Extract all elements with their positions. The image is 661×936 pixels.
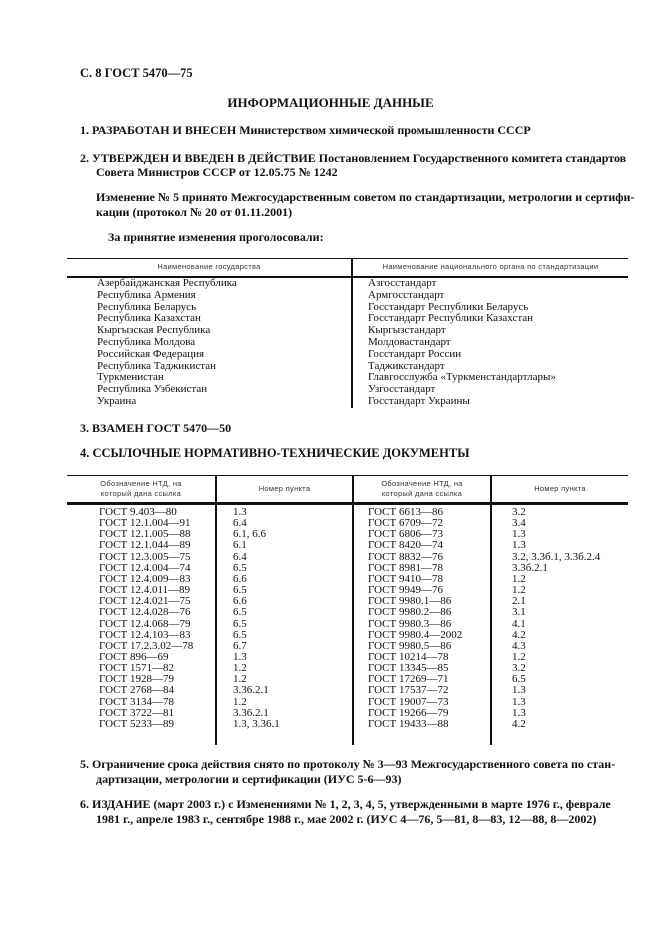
table-row bbox=[67, 349, 628, 361]
voted-label: За принятие изменения проголосовали: bbox=[108, 230, 324, 244]
doc-designation: ГОСТ 3134—78 bbox=[99, 695, 174, 708]
ref-col-doc-2: Обозначение НТД, на который дана ссылка bbox=[381, 479, 463, 498]
doc-designation: ГОСТ 8981—78 bbox=[368, 561, 443, 574]
item-5: 5. Ограничение срока действия снято по протоколу № 3—93 Межгосударственного совета по стан- bbox=[80, 757, 616, 771]
doc-designation: ГОСТ 9.403—80 bbox=[99, 506, 177, 518]
clause-number: 3.36.2.1 bbox=[233, 706, 269, 719]
change-note-line1: Изменение № 5 принято Межгосударственным советом по стандартизации, метрологии и сертифи- bbox=[96, 190, 635, 204]
doc-designation: ГОСТ 2768—84 bbox=[99, 684, 174, 697]
clause-number: 1.3 bbox=[512, 539, 526, 552]
clause-number: 2.1 bbox=[512, 595, 526, 608]
state-name: Республика Казахстан bbox=[97, 312, 201, 325]
doc-designation: ГОСТ 8832—76 bbox=[368, 550, 443, 563]
clause-number: 6.5 bbox=[233, 617, 247, 630]
vote-col-body: Наименование национального органа по стандартизации bbox=[382, 262, 599, 271]
item-6: 6. ИЗДАНИЕ (март 2003 г.) с Изменениями № 1, 2, 3, 4, 5, утвержденными в марте 1976 г., феврале bbox=[80, 797, 611, 811]
clause-number: 6.5 bbox=[233, 584, 247, 597]
clause-number: 6.4 bbox=[233, 517, 247, 530]
page-header: С. 8 ГОСТ 5470—75 bbox=[80, 66, 193, 80]
item-2: 2. УТВЕРЖДЕН И ВВЕДЕН В ДЕЙСТВИЕ Постановлением Государственного комитета стандартов bbox=[80, 151, 627, 165]
clause-number: 4.1 bbox=[512, 617, 526, 630]
ref-col-doc-1: Обозначение НТД, на который дана ссылка bbox=[100, 479, 182, 498]
doc-designation: ГОСТ 6613—86 bbox=[368, 506, 443, 518]
table-row bbox=[67, 396, 628, 408]
standards-body: Госстандарт Республики Казахстан bbox=[368, 312, 534, 325]
standards-body: Азгосстандарт bbox=[368, 277, 437, 289]
standards-body: Молдовастандарт bbox=[368, 336, 451, 348]
item-2-line2: Совета Министров СССР от 12.05.75 № 1242 bbox=[96, 165, 338, 179]
standards-body: Кыргызстандарт bbox=[368, 324, 446, 337]
clause-number: 6.6 bbox=[233, 572, 247, 585]
clause-number: 1.3 bbox=[233, 650, 247, 663]
clause-number: 3.2, 3.3б.1, 3.3б.2.4 bbox=[512, 550, 601, 563]
clause-number: 1.2 bbox=[233, 695, 247, 708]
clause-number: 6.5 bbox=[233, 628, 247, 641]
doc-designation: ГОСТ 12.4.068—79 bbox=[99, 617, 191, 630]
doc-designation: ГОСТ 19433—88 bbox=[368, 717, 449, 730]
standards-body: Госстандарт Республики Беларусь bbox=[368, 300, 529, 313]
clause-number: 3.1 bbox=[512, 606, 526, 619]
doc-designation: ГОСТ 17269—71 bbox=[368, 673, 449, 686]
clause-number: 3.2 bbox=[512, 662, 526, 675]
state-name: Республика Беларусь bbox=[97, 300, 197, 313]
doc-designation: ГОСТ 3722—81 bbox=[99, 706, 174, 719]
clause-number: 1.3, 3.36.1 bbox=[233, 717, 280, 730]
vote-table bbox=[67, 258, 628, 408]
doc-designation: ГОСТ 9980.4—2002 bbox=[368, 628, 463, 641]
doc-designation: ГОСТ 9980.2—86 bbox=[368, 606, 452, 619]
ref-col-item-1: Номер пункта bbox=[258, 484, 311, 493]
clause-number: 6.1, 6.6 bbox=[233, 528, 266, 541]
clause-number: 1.2 bbox=[233, 662, 247, 675]
doc-designation: ГОСТ 6709—72 bbox=[368, 517, 443, 530]
clause-number: 3.36.2.1 bbox=[233, 684, 269, 697]
clause-number: 6.5 bbox=[233, 606, 247, 619]
doc-designation: ГОСТ 12.4.103—83 bbox=[99, 628, 191, 641]
table-row bbox=[67, 607, 628, 618]
doc-designation: ГОСТ 17537—72 bbox=[368, 684, 449, 697]
item-1: 1. РАЗРАБОТАН И ВНЕСЕН Министерством химической промышленности СССР bbox=[80, 123, 531, 137]
doc-designation: ГОСТ 1571—82 bbox=[99, 662, 174, 675]
clause-number: 1.2 bbox=[512, 572, 526, 585]
doc-designation: ГОСТ 896—69 bbox=[99, 650, 169, 663]
state-name: Российская Федерация bbox=[97, 347, 205, 360]
table-row bbox=[67, 552, 628, 563]
doc-designation: ГОСТ 9980.1—86 bbox=[368, 595, 452, 608]
clause-number: 1.3 bbox=[512, 528, 526, 541]
state-name: Республика Армения bbox=[97, 288, 196, 301]
item-4: 4. ССЫЛОЧНЫЕ НОРМАТИВНО-ТЕХНИЧЕСКИЕ ДОКУМЕНТЫ bbox=[80, 446, 470, 460]
clause-number: 1.3 bbox=[512, 706, 526, 719]
doc-designation: ГОСТ 9980.3—86 bbox=[368, 617, 452, 630]
clause-number: 6.1 bbox=[233, 539, 247, 552]
table-row bbox=[67, 685, 628, 696]
doc-designation: ГОСТ 8420—74 bbox=[368, 539, 443, 552]
clause-number: 3.2 bbox=[512, 506, 526, 518]
doc-designation: ГОСТ 12.4.028—76 bbox=[99, 606, 191, 619]
change-note-line2: кации (протокол № 20 от 01.11.2001) bbox=[96, 205, 293, 219]
doc-designation: ГОСТ 17.2.3.02—78 bbox=[99, 639, 194, 652]
clause-number: 6.4 bbox=[233, 550, 247, 563]
doc-designation: ГОСТ 12.3.005—75 bbox=[99, 550, 191, 563]
clause-number: 1.3 bbox=[512, 695, 526, 708]
doc-designation: ГОСТ 12.1.005—88 bbox=[99, 528, 191, 541]
doc-designation: ГОСТ 9980.5—86 bbox=[368, 639, 452, 652]
state-name: Республика Молдова bbox=[97, 336, 196, 348]
clause-number: 3.3б.2.1 bbox=[512, 561, 548, 574]
table-row bbox=[67, 384, 628, 396]
clause-number: 1.2 bbox=[512, 584, 526, 597]
doc-designation: ГОСТ 6806—73 bbox=[368, 528, 443, 541]
standards-body: Узгосстандарт bbox=[368, 383, 436, 396]
doc-designation: ГОСТ 1928—79 bbox=[99, 673, 174, 686]
doc-designation: ГОСТ 5233—89 bbox=[99, 717, 174, 730]
doc-designation: ГОСТ 12.4.004—74 bbox=[99, 561, 191, 574]
doc-designation: ГОСТ 12.4.009—83 bbox=[99, 572, 191, 585]
clause-number: 1.3 bbox=[233, 506, 247, 518]
doc-designation: ГОСТ 9949—76 bbox=[368, 584, 443, 597]
state-name: Республика Таджикистан bbox=[97, 359, 216, 372]
doc-designation: ГОСТ 9410—78 bbox=[368, 572, 443, 585]
item-6-line2: 1981 г., апреле 1983 г., сентябре 1988 г., мае 2002 г. (ИУС 4—76, 5—81, 8—83, 12—88, 8—2002) bbox=[96, 812, 597, 826]
state-name: Азербайджанская Республика bbox=[97, 277, 237, 289]
standards-body: Таджикстандарт bbox=[368, 359, 445, 372]
clause-number: 6.5 bbox=[512, 673, 526, 686]
standards-body: Армгосстандарт bbox=[368, 288, 445, 301]
state-name: Кыргызская Республика bbox=[97, 324, 211, 337]
vote-col-state: Наименование государства bbox=[157, 262, 261, 271]
standards-body: Госстандарт России bbox=[368, 347, 462, 360]
clause-number: 6.5 bbox=[233, 561, 247, 574]
clause-number: 3.4 bbox=[512, 517, 526, 530]
table-row bbox=[67, 619, 628, 630]
clause-number: 6.6 bbox=[233, 595, 247, 608]
doc-designation: ГОСТ 12.4.011—89 bbox=[99, 584, 191, 597]
doc-designation: ГОСТ 19266—79 bbox=[368, 706, 449, 719]
clause-number: 4.2 bbox=[512, 628, 526, 641]
doc-designation: ГОСТ 12.4.021—75 bbox=[99, 595, 191, 608]
state-name: Республика Узбекистан bbox=[97, 383, 208, 396]
references-table bbox=[67, 475, 628, 745]
item-3: 3. ВЗАМЕН ГОСТ 5470—50 bbox=[80, 421, 232, 435]
item-5-line2: дартизации, метрологии и сертификации (ИУС 5-6—93) bbox=[96, 772, 402, 786]
table-row bbox=[67, 540, 628, 551]
clause-number: 4.2 bbox=[512, 717, 526, 730]
doc-designation: ГОСТ 12.1.044—89 bbox=[99, 539, 191, 552]
doc-designation: ГОСТ 12.1.004—91 bbox=[99, 517, 191, 530]
standards-body: Главгосслужба «Туркменстандартлары» bbox=[368, 371, 556, 384]
ref-col-item-2: Номер пункта bbox=[534, 484, 586, 493]
clause-number: 1.2 bbox=[512, 650, 526, 663]
clause-number: 6.7 bbox=[233, 639, 247, 652]
state-name: Украина bbox=[97, 395, 137, 407]
table-row bbox=[67, 290, 628, 302]
doc-designation: ГОСТ 13345—85 bbox=[368, 662, 449, 675]
clause-number: 1.2 bbox=[233, 673, 247, 686]
table-row bbox=[67, 719, 628, 730]
clause-number: 4.3 bbox=[512, 639, 526, 652]
table-row bbox=[67, 630, 628, 641]
clause-number: 1.3 bbox=[512, 684, 526, 697]
doc-designation: ГОСТ 10214—78 bbox=[368, 650, 449, 663]
table-row bbox=[67, 697, 628, 708]
standards-body: Госстандарт Украины bbox=[368, 395, 470, 407]
doc-designation: ГОСТ 19007—73 bbox=[368, 695, 449, 708]
state-name: Туркменистан bbox=[97, 371, 164, 384]
section-title: ИНФОРМАЦИОННЫЕ ДАННЫЕ bbox=[227, 95, 434, 110]
